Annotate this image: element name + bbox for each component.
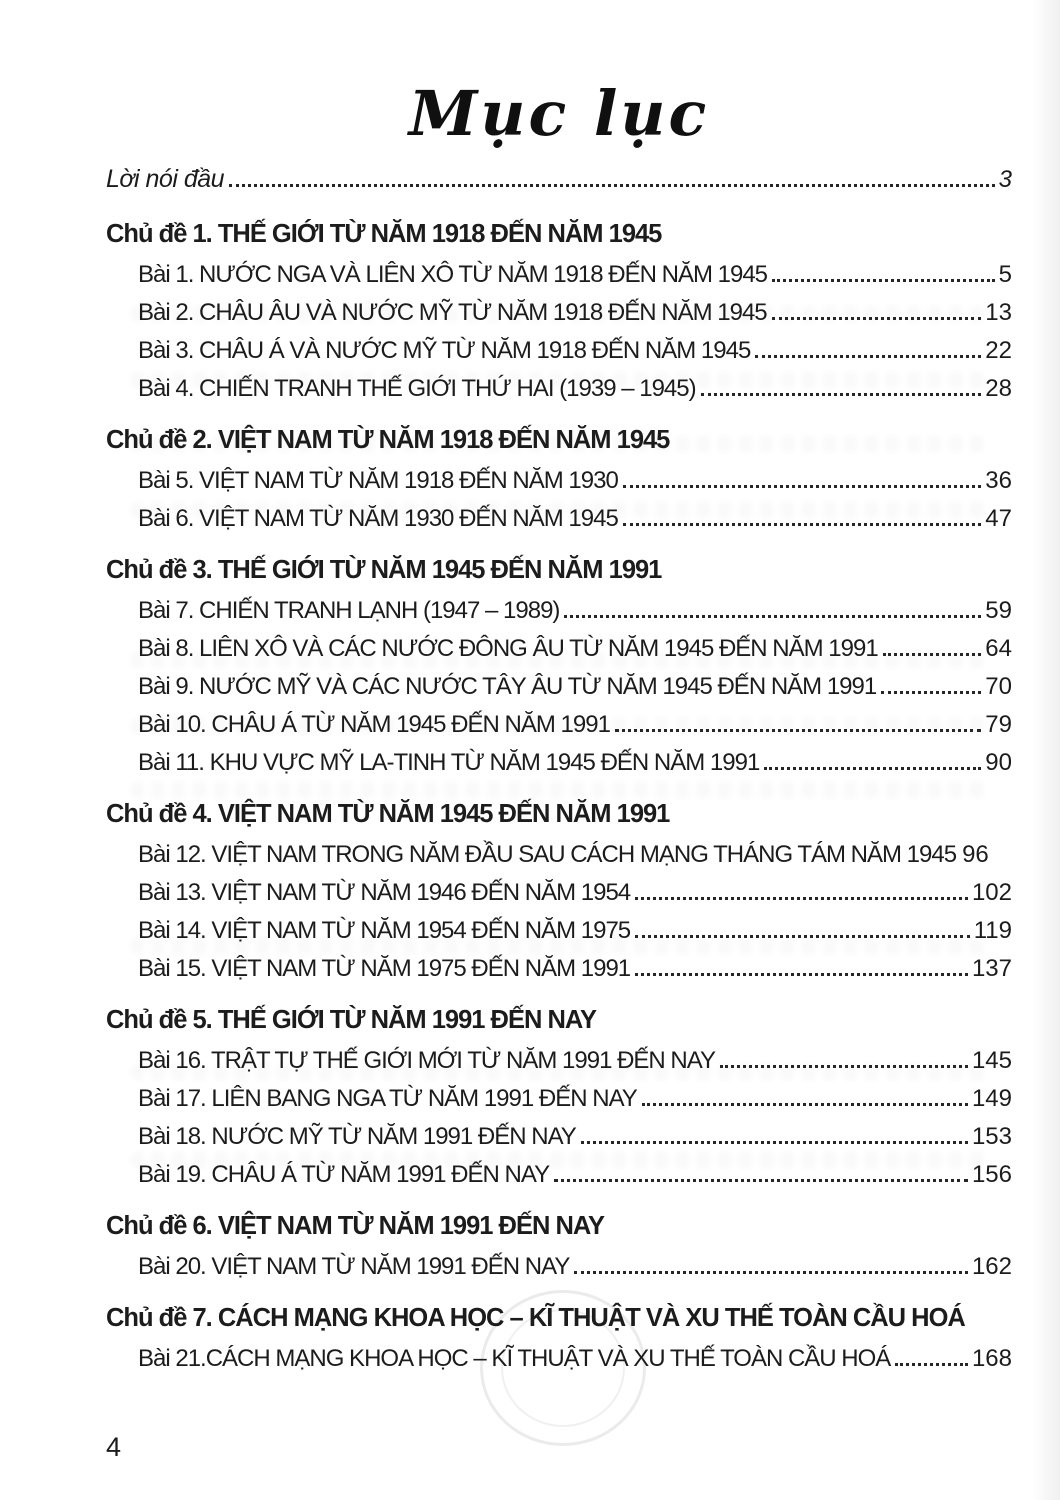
entry-page-number: 79 [985, 711, 1012, 739]
toc-entry [106, 673, 1012, 711]
dot-leader [881, 691, 981, 694]
toc-entry [106, 955, 1012, 993]
section-heading: Chủ đề 6. VIỆT NAM TỪ NĂM 1991 ĐẾN NAY [106, 1212, 604, 1241]
entry-title: Bài 5. VIỆT NAM TỪ NĂM 1918 ĐẾN NĂM 1930 [138, 467, 618, 495]
dot-leader [554, 1179, 968, 1182]
section-heading: Chủ đề 3. THẾ GIỚI TỪ NĂM 1945 ĐẾN NĂM 1991 [106, 556, 662, 585]
entry-title: Bài 8. LIÊN XÔ VÀ CÁC NƯỚC ĐÔNG ÂU TỪ NĂM 1945 ĐẾN NĂM 1991 [138, 635, 878, 663]
toc-section [106, 800, 1012, 993]
toc-entry [106, 917, 1012, 955]
toc-entry [106, 467, 1012, 505]
entry-page-number: 36 [985, 467, 1012, 495]
entry-page-number: 149 [971, 1085, 1012, 1113]
toc-entry [106, 1123, 1012, 1161]
dot-leader [772, 279, 995, 282]
entry-title: Bài 7. CHIẾN TRANH LẠNH (1947 – 1989) [138, 597, 560, 625]
toc-entry [106, 597, 1012, 635]
dot-leader [635, 935, 970, 938]
entry-title: Bài 1. NƯỚC NGA VÀ LIÊN XÔ TỪ NĂM 1918 ĐẾN NĂM 1945 [138, 261, 768, 289]
entry-page-number: 5 [998, 261, 1012, 289]
dot-leader [564, 615, 981, 618]
entry-page-number: 153 [971, 1123, 1012, 1151]
entry-title: Bài 13. VIỆT NAM TỪ NĂM 1946 ĐẾN NĂM 1954 [138, 879, 631, 907]
toc-section [106, 1006, 1012, 1199]
entry-page-number: 47 [985, 505, 1012, 533]
entry-page-number: 70 [985, 673, 1012, 701]
entry-title: Bài 4. CHIẾN TRANH THẾ GIỚI THỨ HAI (1939 – 1945) [138, 375, 696, 403]
dot-leader [720, 1065, 968, 1068]
toc-entry [106, 337, 1012, 375]
page-number: 4 [106, 1432, 122, 1462]
section-heading: Chủ đề 2. VIỆT NAM TỪ NĂM 1918 ĐẾN NĂM 1945 [106, 426, 670, 455]
toc-entry [106, 841, 1012, 879]
dot-leader [642, 1103, 968, 1106]
intro-entry-title: Lời nói đầu [106, 165, 225, 194]
entry-page-number: 156 [971, 1161, 1012, 1189]
section-heading: Chủ đề 7. CÁCH MẠNG KHOA HỌC – KĨ THUẬT VÀ XU THẾ TOÀN CẦU HOÁ [106, 1304, 965, 1333]
entry-title: Bài 16. TRẬT TỰ THẾ GIỚI MỚI TỪ NĂM 1991 ĐẾN NAY [138, 1047, 715, 1075]
toc-entry [106, 635, 1012, 673]
entry-title: Bài 18. NƯỚC MỸ TỪ NĂM 1991 ĐẾN NAY [138, 1123, 576, 1151]
entry-title: Bài 9. NƯỚC MỸ VÀ CÁC NƯỚC TÂY ÂU TỪ NĂM 1945 ĐẾN NĂM 1991 [138, 673, 877, 701]
entry-title: Bài 14. VIỆT NAM TỪ NĂM 1954 ĐẾN NĂM 1975 [138, 917, 631, 945]
entry-title: Bài 6. VIỆT NAM TỪ NĂM 1930 ĐẾN NĂM 1945 [138, 505, 618, 533]
toc-section [106, 220, 1012, 413]
entry-page-number: 102 [971, 879, 1012, 907]
dot-leader [635, 897, 968, 900]
page-title: Mục lục [408, 77, 710, 150]
section-heading: Chủ đề 1. THẾ GIỚI TỪ NĂM 1918 ĐẾN NĂM 1945 [106, 220, 662, 249]
entry-title: Bài 10. CHÂU Á TỪ NĂM 1945 ĐẾN NĂM 1991 [138, 711, 610, 739]
dot-leader [772, 317, 982, 320]
dot-leader [883, 653, 982, 656]
dot-leader [229, 184, 995, 187]
toc-section [106, 1304, 1012, 1383]
toc-entry [106, 1047, 1012, 1085]
entry-page-number: 64 [985, 635, 1012, 663]
entry-page-number: 119 [973, 917, 1012, 945]
toc-sections [106, 220, 1012, 1383]
dot-leader [623, 485, 982, 488]
dot-leader [764, 767, 981, 770]
dot-leader [581, 1141, 968, 1144]
section-heading: Chủ đề 4. VIỆT NAM TỪ NĂM 1945 ĐẾN NĂM 1991 [106, 800, 670, 829]
entry-title: Bài 20. VIỆT NAM TỪ NĂM 1991 ĐẾN NAY [138, 1253, 570, 1281]
entry-page-number: 13 [985, 299, 1012, 327]
toc-entry [106, 1253, 1012, 1291]
dot-leader [755, 355, 981, 358]
section-heading: Chủ đề 5. THẾ GIỚI TỪ NĂM 1991 ĐẾN NAY [106, 1006, 596, 1035]
toc-entry [106, 711, 1012, 749]
entry-title: Bài 19. CHÂU Á TỪ NĂM 1991 ĐẾN NAY [138, 1161, 550, 1189]
toc-section [106, 1212, 1012, 1291]
toc-entry [106, 879, 1012, 917]
dot-leader [574, 1271, 968, 1274]
toc-entry [106, 1345, 1012, 1383]
toc-entry [106, 505, 1012, 543]
dot-leader [701, 393, 982, 396]
dot-leader [623, 523, 982, 526]
toc-entry-intro [106, 165, 1012, 207]
entry-page-number: 137 [971, 955, 1012, 983]
entry-page-number: 96 [962, 841, 989, 869]
toc-entry [106, 261, 1012, 299]
toc-section [106, 426, 1012, 543]
entry-title: Bài 15. VIỆT NAM TỪ NĂM 1975 ĐẾN NĂM 1991 [138, 955, 631, 983]
dot-leader [615, 729, 981, 732]
dot-leader [895, 1363, 968, 1366]
toc-entry [106, 749, 1012, 787]
toc-entry [106, 1161, 1012, 1199]
entry-title: Bài 12. VIỆT NAM TRONG NĂM ĐẦU SAU CÁCH MẠNG THÁNG TÁM NĂM 1945 [138, 841, 957, 869]
entry-page-number: 90 [985, 749, 1012, 777]
entry-title: Bài 3. CHÂU Á VÀ NƯỚC MỸ TỪ NĂM 1918 ĐẾN NĂM 1945 [138, 337, 751, 365]
entry-page-number: 3 [998, 166, 1012, 194]
entry-title: Bài 2. CHÂU ÂU VÀ NƯỚC MỸ TỪ NĂM 1918 ĐẾN NĂM 1945 [138, 299, 767, 327]
table-of-contents [106, 165, 1012, 1383]
toc-content [106, 0, 1012, 1383]
toc-entry [106, 299, 1012, 337]
dot-leader [635, 973, 968, 976]
entry-title: Bài 17. LIÊN BANG NGA TỪ NĂM 1991 ĐẾN NAY [138, 1085, 637, 1113]
entry-page-number: 162 [971, 1253, 1012, 1281]
entry-title: Bài 21.CÁCH MẠNG KHOA HỌC – KĨ THUẬT VÀ XU THẾ TOÀN CẦU HOÁ [138, 1345, 891, 1373]
toc-entry [106, 1085, 1012, 1123]
entry-page-number: 22 [985, 337, 1012, 365]
toc-section [106, 556, 1012, 787]
toc-entry [106, 375, 1012, 413]
entry-page-number: 59 [985, 597, 1012, 625]
entry-page-number: 145 [971, 1047, 1012, 1075]
entry-page-number: 168 [971, 1345, 1012, 1373]
entry-title: Bài 11. KHU VỰC MỸ LA-TINH TỪ NĂM 1945 ĐẾN NĂM 1991 [138, 749, 760, 777]
page-edge-shadow [1032, 0, 1060, 1500]
entry-page-number: 28 [985, 375, 1012, 403]
